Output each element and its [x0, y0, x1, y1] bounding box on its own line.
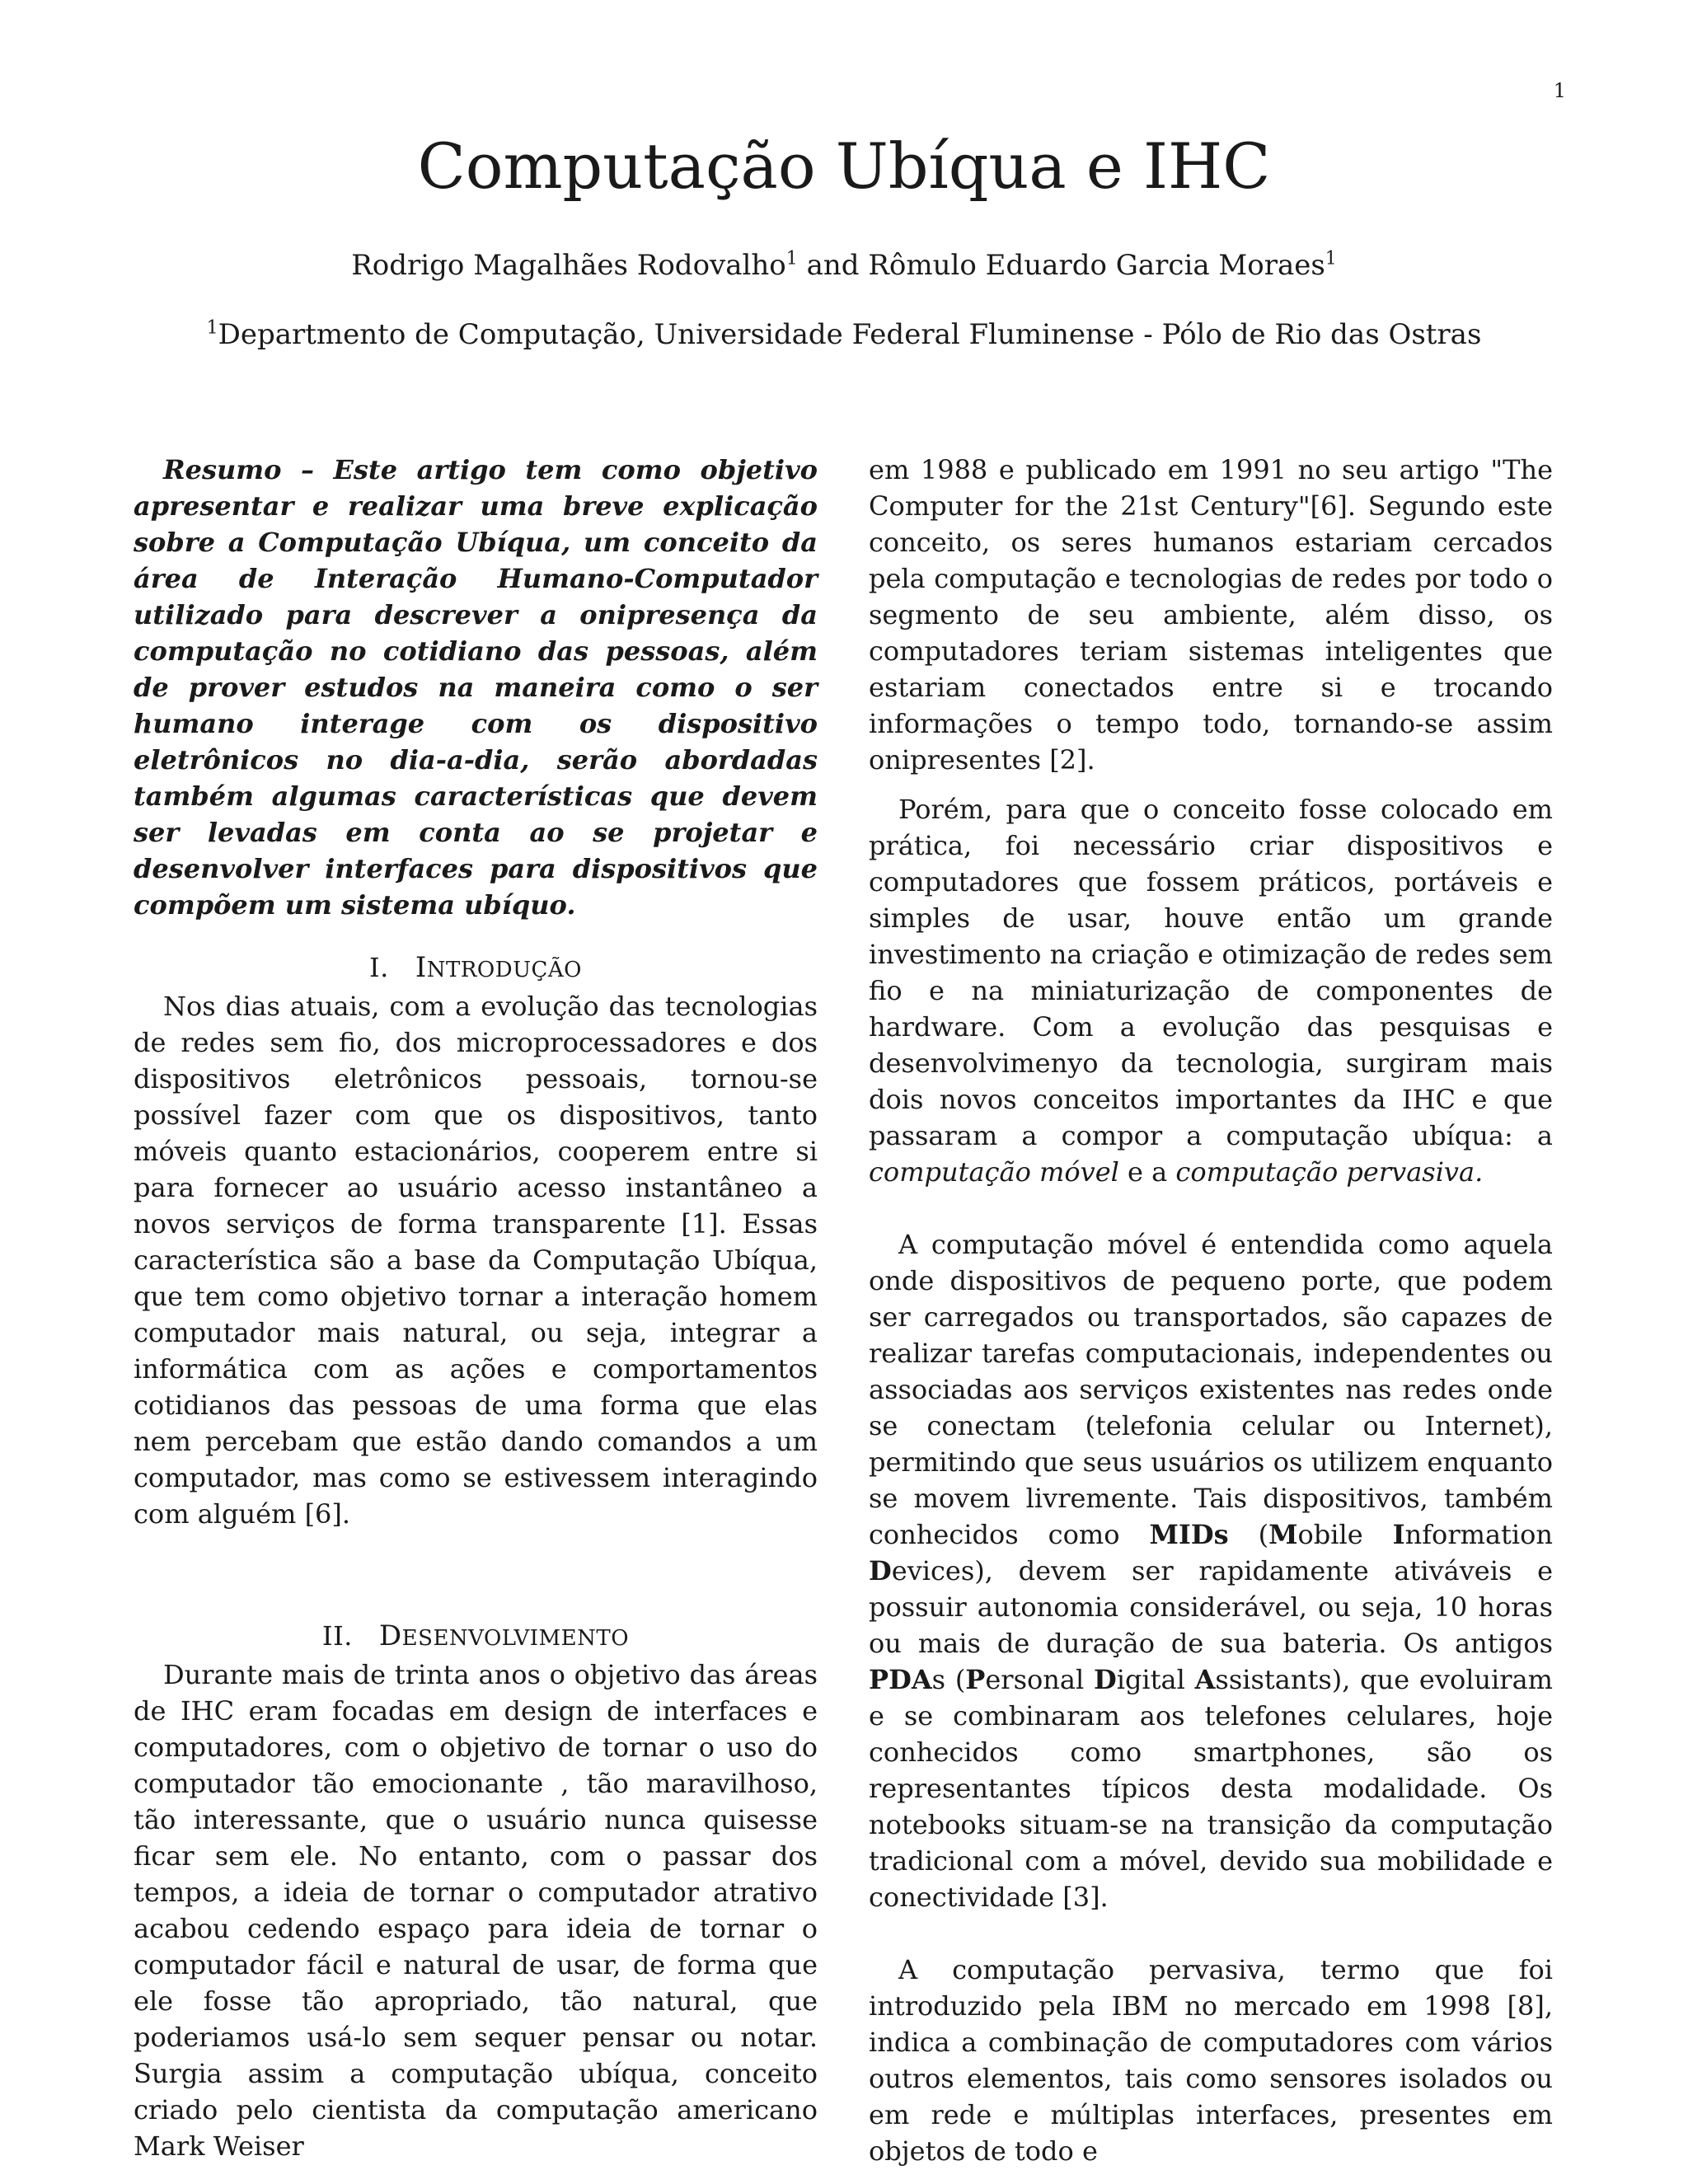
- section-numeral: I.: [369, 952, 389, 983]
- development-paragraph-1: Durante mais de trinta anos o objetivo das áreas de IHC eram focadas em design de interfaces e computadores, com o objetivo de tornar o uso do computador tão emocionante , tão maravilhoso, tão interessante, que o usuário nunca quisesse ficar sem ele. No entanto, com o passar dos tempos, a ideia de tornar o computador atrativo acabou cedendo espaço para ideia de tornar o computador fácil e natural de usar, de forma que ele fosse tão apropriado, tão natural, que poderiamos usá-lo sem sequer pensar ou notar. Surgia assim a computação ubíqua, conceito criado pelo cientista da computação americano Mark Weiser: [134, 1659, 818, 2162]
- acronym-letter: D: [1093, 1664, 1117, 1695]
- left-column: [134, 452, 818, 2164]
- term-pervasive-computing: computação pervasiva.: [1175, 1156, 1484, 1188]
- section-heading-introduction: [134, 949, 818, 988]
- affiliation-mark: 1: [206, 317, 218, 339]
- author-name: Rodrigo Magalhães Rodovalho: [351, 249, 786, 282]
- section-title-rest: ESENVOLVIMENTO: [401, 1626, 630, 1651]
- paragraph-text: evices), devem ser rapidamente ativáveis e possuir autonomia considerável, ou seja, 10 horas ou mais de duração de sua bateria. Os antigos: [869, 1555, 1553, 1659]
- author-line: [0, 247, 1688, 284]
- paragraph-text: e a: [1118, 1156, 1176, 1188]
- author-conjunction: and: [797, 249, 869, 282]
- right-column: [869, 452, 1562, 2169]
- paragraph-text: Porém, para que o conceito fosse colocado em prática, foi necessário criar dispositivos e computadores que fossem práticos, portáveis e simples de usar, houve então um grande investimento na criação e otimização de redes sem fio e na miniaturização de componentes de hardware. Com a evolução das pesquisas e desenvolvimenyo da tecnologia, surgiram mais dois novos conceitos importantes da IHC e que passaram a compor a computação ubíqua: a: [869, 794, 1553, 1151]
- paper-title: Computação Ubíqua e IHC: [417, 129, 1271, 203]
- paragraph-text: obile: [1297, 1519, 1393, 1550]
- section-heading-development: [134, 1618, 818, 1657]
- acronym-letter: A: [1194, 1664, 1216, 1695]
- author-affiliation-mark: 1: [1325, 248, 1337, 269]
- paragraph-text: s (: [931, 1664, 966, 1695]
- affiliation-line: [0, 316, 1688, 353]
- section-title-initial: I: [415, 951, 427, 984]
- paragraph-text: ssistants), que evoluiram e se combinaram aos telefones celulares, hoje conhecidos como smartphones, são os representantes típicos desta modalidade. Os notebooks situam-se na transição da computação tradicional com a móvel, devido sua mobilidade e conectividade [3].: [869, 1664, 1553, 1913]
- paragraph-text: (: [1228, 1519, 1269, 1550]
- paragraph-text: A computação móvel é entendida como aquela onde dispositivos de pequeno porte, que podem ser carregados ou transportados, são capazes de realizar tarefas computacionais, independentes ou associadas aos serviços existentes nas redes onde se conectam (telefonia celular ou Internet), permitindo que seus usuários os utilizem enquanto se movem livremente. Tais dispositivos, também conhecidos como: [869, 1229, 1553, 1550]
- intro-paragraph: Nos dias atuais, com a evolução das tecnologias de redes sem fio, dos microprocessadores e dos dispositivos eletrônicos pessoais, tornou-se possível fazer com que os dispositivos, tanto móveis quanto estacionários, cooperem entre si para fornecer ao usuário acesso instantâneo a novos serviços de forma transparente [1]. Essas característica são a base da Computação Ubíqua, que tem como objetivo tornar a interação homem computador mais natural, ou seja, integrar a informática com as ações e comportamentos cotidianos das pessoas de uma forma que elas nem percebam que estão dando comandos a um computador, mas como se estivessem interagindo com alguém [6].: [134, 991, 818, 1530]
- paragraph-text: ersonal: [985, 1664, 1094, 1695]
- abstract-label: Resumo: [163, 454, 282, 485]
- author-affiliation-mark: 1: [785, 248, 798, 269]
- development-paragraph-2: [869, 791, 1553, 1190]
- acronym-letter: P: [965, 1664, 986, 1695]
- abstract: [134, 452, 818, 923]
- term-mobile-computing: computação móvel: [869, 1156, 1119, 1188]
- acronym-mids: MIDs: [1149, 1519, 1229, 1550]
- acronym-letter: M: [1268, 1519, 1298, 1550]
- section-title-initial: D: [378, 1619, 402, 1652]
- paragraph-text: nformation: [1404, 1519, 1562, 1550]
- section-title-rest: NTRODUÇÃO: [426, 958, 582, 982]
- abstract-dash: –: [281, 454, 334, 485]
- page-number: 1: [1553, 79, 1566, 102]
- acronym-letter: I: [1392, 1519, 1405, 1550]
- acronym-pdas: PDA: [869, 1664, 932, 1695]
- section-numeral: II.: [321, 1620, 353, 1652]
- development-paragraph-1-continued: em 1988 e publicado em 1991 no seu artigo "The Computer for the 21st Century"[6]. Segundo este conceito, os seres humanos estariam cercados pela computação e tecnologias de redes por todo o segmento de seu ambiente, além disso, os computadores teriam sistemas inteligentes que estariam conectados entre si e trocando informações o tempo todo, tornando-se assim onipresentes [2].: [869, 454, 1553, 776]
- paragraph-text: igital: [1116, 1664, 1195, 1695]
- affiliation-text: Departmento de Computação, Universidade Federal Fluminense - Pólo de Rio das Ostras: [218, 318, 1482, 351]
- development-paragraph-4: A computação pervasiva, termo que foi introduzido pela IBM no mercado em 1998 [8], indica a combinação de computadores com vários outros elementos, tais como sensores isolados ou em rede e múltiplas interfaces, presentes em objetos de todo e: [869, 1954, 1553, 2167]
- development-paragraph-3: [869, 1226, 1562, 1915]
- author-name: Rômulo Eduardo Garcia Moraes: [868, 249, 1325, 282]
- acronym-letter: D: [869, 1555, 892, 1586]
- abstract-text: Este artigo tem como objetivo apresentar e realizar uma breve explicação sobre a Computação Ubíqua, um conceito da área de Interação Humano-Computador utilizado para descrever a onipresença da computação no cotidiano das pessoas, além de prover estudos na maneira como o ser humano interage com os dispositivo eletrônicos no dia-a-dia, serão abordadas também algumas características que devem ser levadas em conta ao se projetar e desenvolver interfaces para dispositivos que compõem um sistema ubíquo.: [134, 454, 818, 921]
